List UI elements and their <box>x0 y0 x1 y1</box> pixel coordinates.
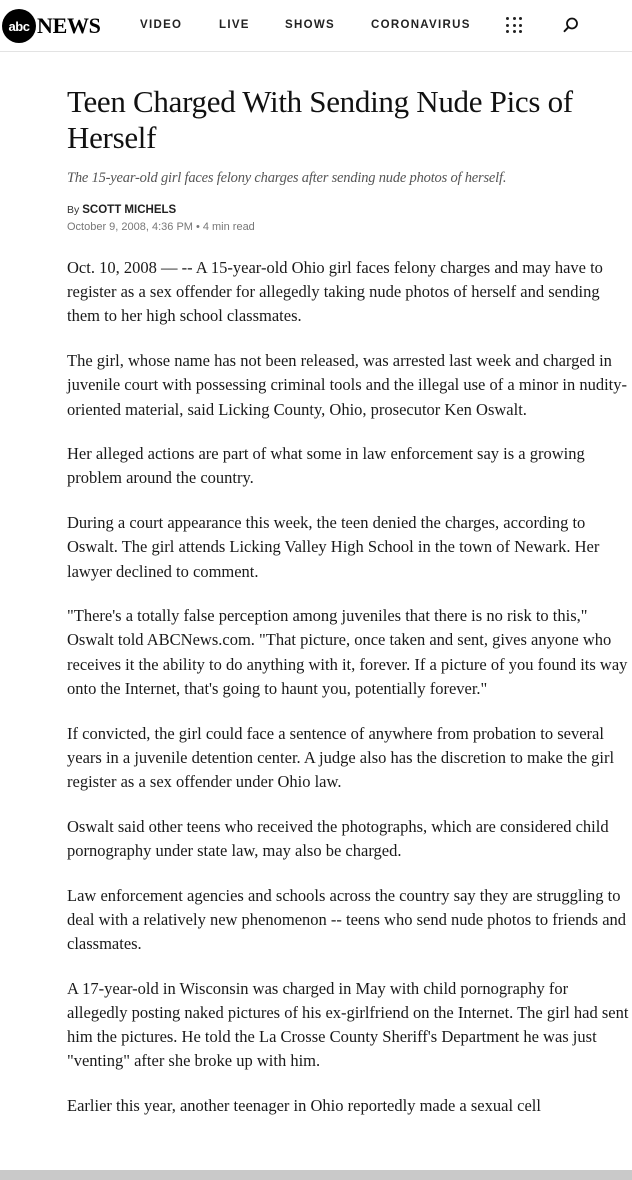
horizontal-scrollbar[interactable] <box>0 1170 632 1180</box>
dateline <box>67 218 632 236</box>
nav-shows[interactable]: SHOWS <box>285 19 335 31</box>
grid-menu-icon[interactable] <box>506 17 522 33</box>
dateline-separator: • <box>195 221 200 233</box>
nav-video[interactable]: VIDEO <box>140 19 183 31</box>
paragraph: Law enforcement agencies and schools across the country say they are struggling to deal with a relatively new phenomenon -- teens who send nude photos to friends and classmates. <box>67 885 627 953</box>
article-headline: Teen Charged With Sending Nude Pics of Herself <box>67 84 573 155</box>
byline-prefix: By <box>67 204 80 216</box>
paragraph: Her alleged actions are part of what some in law enforcement say is a growing problem around the country. <box>67 444 585 488</box>
paragraph: The girl, whose name has not been released, was arrested last week and charged in juvenile court with possessing criminal tools and the illegal use of a minor in nudity-oriented material, said Licking County, Ohio, prosecutor Ken Oswalt. <box>67 351 627 419</box>
abc-news-logo[interactable] <box>2 9 101 43</box>
paragraph: "There's a totally false perception among juveniles that there is no risk to this," Oswalt told ABCNews.com. "That picture, once taken and sent, gives anyone who receives it the ability to do anything with it, forever. If a picture of you found its way onto the Internet, that's going to haunt you, potentially forever." <box>67 606 628 698</box>
author-link[interactable]: SCOTT MICHELS <box>82 204 177 216</box>
nav-coronavirus[interactable]: CORONAVIRUS <box>371 19 471 31</box>
paragraph: Oswalt said other teens who received the photographs, which are considered child pornography under state law, may also be charged. <box>67 816 609 860</box>
paragraph: If convicted, the girl could face a sentence of anywhere from probation to several years in a juvenile detention center. A judge also has the discretion to make the girl register as a sex offender under Ohio law. <box>67 723 615 791</box>
article-subheadline: The 15-year-old girl faces felony charges after sending nude photos of herself. <box>67 170 507 186</box>
paragraph: Oct. 10, 2008 — -- A 15-year-old Ohio girl faces felony charges and may have to register as a sex offender for allegedly taking nude photos of herself and sending them to her high school classmates. <box>67 258 603 326</box>
top-navigation-bar <box>0 0 632 52</box>
nav-live[interactable]: LIVE <box>219 19 250 31</box>
read-time: 4 min read <box>202 221 255 233</box>
paragraph: During a court appearance this week, the teen denied the charges, according to Oswalt. The girl attends Licking Valley High School in the town of Newark. Her lawyer declined to comment. <box>67 513 600 581</box>
article <box>67 84 632 1139</box>
news-wordmark: NEWS <box>37 13 101 38</box>
byline <box>67 202 632 218</box>
search-icon[interactable] <box>563 17 579 33</box>
paragraph: Earlier this year, another teenager in Ohio reportedly made a sexual cell <box>67 1095 541 1115</box>
paragraph: A 17-year-old in Wisconsin was charged in May with child pornography for allegedly posting naked pictures of his ex-girlfriend on the Internet. The girl had sent him the pictures. He told the La Crosse County Sheriff's Department he was just "venting" after she broke up with him. <box>67 978 629 1071</box>
abc-logo-mark: abc <box>2 9 36 43</box>
publish-date: October 9, 2008, 4:36 PM <box>67 221 193 233</box>
article-body <box>67 256 632 1118</box>
